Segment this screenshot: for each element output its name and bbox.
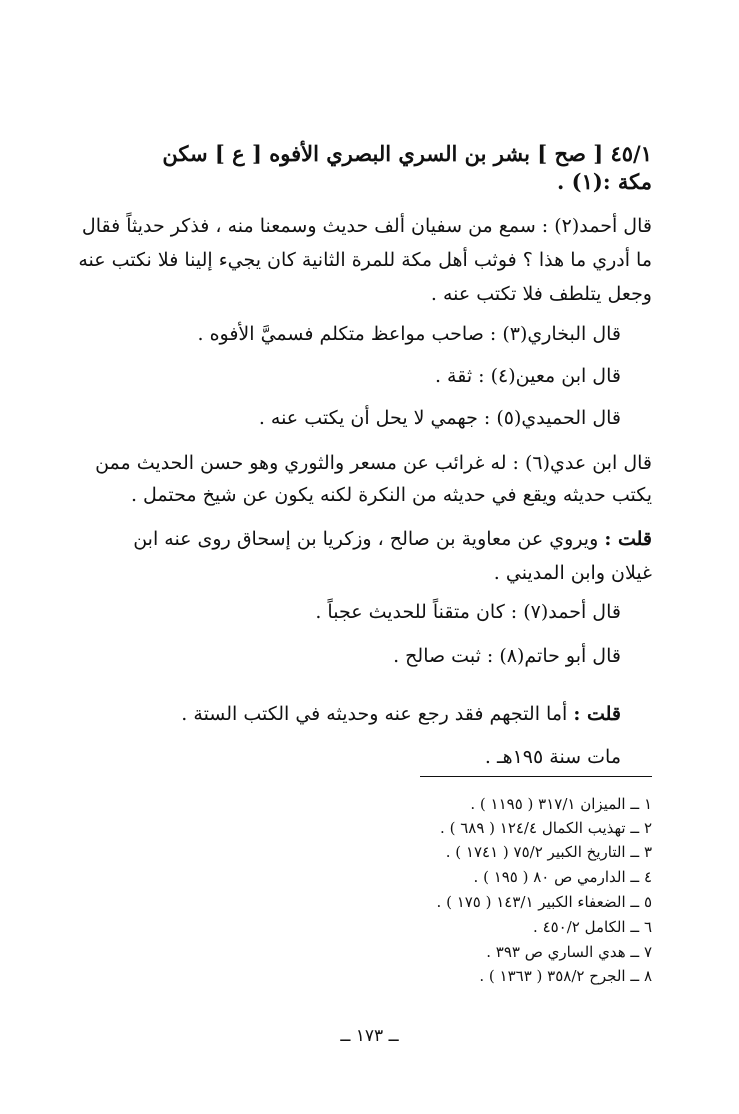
- paragraph-ibn-adi-line-2: يكتب حديثه ويقع في حديثه من النكرة لكنه يكون عن شيخ محتمل .: [130, 484, 652, 506]
- footnote-7: ٧ ــ هدي الساري ص ٣٩٣ .: [486, 943, 652, 961]
- paragraph-ibn-maeen: قال ابن معين(٤) : ثقة .: [434, 365, 621, 387]
- paragraph-qult-2: [181, 700, 621, 728]
- qult-label: قلت :: [604, 528, 652, 550]
- footnote-3: ٣ ــ التاريخ الكبير ٧٥/٢ ( ١٧٤١ ) .: [445, 843, 652, 861]
- qult-label: قلت :: [573, 703, 621, 725]
- footnote-6: ٦ ــ الكامل ٤٥٠/٢ .: [533, 918, 652, 936]
- paragraph-ahmad-line-3: وجعل يتلطف فلا تكتب عنه .: [430, 283, 652, 305]
- qult-text: ويروي عن معاوية بن صالح ، وزكريا بن إسحاق روى عنه ابن: [133, 528, 599, 550]
- paragraph-ibn-adi-line-1: قال ابن عدي(٦) : له غرائب عن مسعر والثوري وهو حسن الحديث ممن: [95, 452, 652, 474]
- paragraph-humaidi: قال الحميدي(٥) : جهمي لا يحل أن يكتب عنه .: [258, 407, 621, 429]
- footnote-5: ٥ ــ الضعفاء الكبير ١٤٣/١ ( ١٧٥ ) .: [436, 893, 652, 911]
- footnote-divider: [420, 776, 652, 777]
- death-date: مات سنة ١٩٥هـ .: [484, 746, 621, 768]
- footnote-4: ٤ ــ الدارمي ص ٨٠ ( ١٩٥ ) .: [473, 868, 652, 886]
- paragraph-ahmad-2: قال أحمد(٧) : كان متقناً للحديث عجباً .: [315, 601, 621, 623]
- qult-text: أما التجهم فقد رجع عنه وحديثه في الكتب الستة .: [181, 703, 568, 725]
- paragraph-abu-hatim: قال أبو حاتم(٨) : ثبت صالح .: [393, 645, 621, 667]
- footnote-2: ٢ ــ تهذيب الكمال ١٢٤/٤ ( ٦٨٩ ) .: [440, 819, 652, 837]
- footnote-1: ١ ــ الميزان ٣١٧/١ ( ١١٩٥ ) .: [470, 795, 652, 813]
- paragraph-ahmad-line-2: ما أدري ما هذا ؟ فوثب أهل مكة للمرة الثانية كان يجيء إلينا فلا نكتب عنه: [78, 249, 652, 271]
- entry-title-line-2: مكة :(١) .: [557, 169, 652, 194]
- paragraph-qult-1-line-1: [133, 525, 652, 553]
- entry-title-line-1: ٤٥/١ [ صح ] بشر بن السري البصري الأفوه [ ع ] سكن: [162, 141, 652, 166]
- paragraph-ahmad-line-1: قال أحمد(٢) : سمع من سفيان ألف حديث وسمعنا منه ، فذكر حديثاً فقال: [81, 215, 652, 237]
- paragraph-qult-1-line-2: غيلان وابن المديني .: [493, 562, 652, 584]
- page-number: ــ ١٧٣ ــ: [340, 1026, 399, 1046]
- paragraph-bukhari: قال البخاري(٣) : صاحب مواعظ متكلم فسميَّ الأفوه .: [197, 323, 621, 345]
- footnote-8: ٨ ــ الجرح ٣٥٨/٢ ( ١٣٦٣ ) .: [479, 967, 652, 985]
